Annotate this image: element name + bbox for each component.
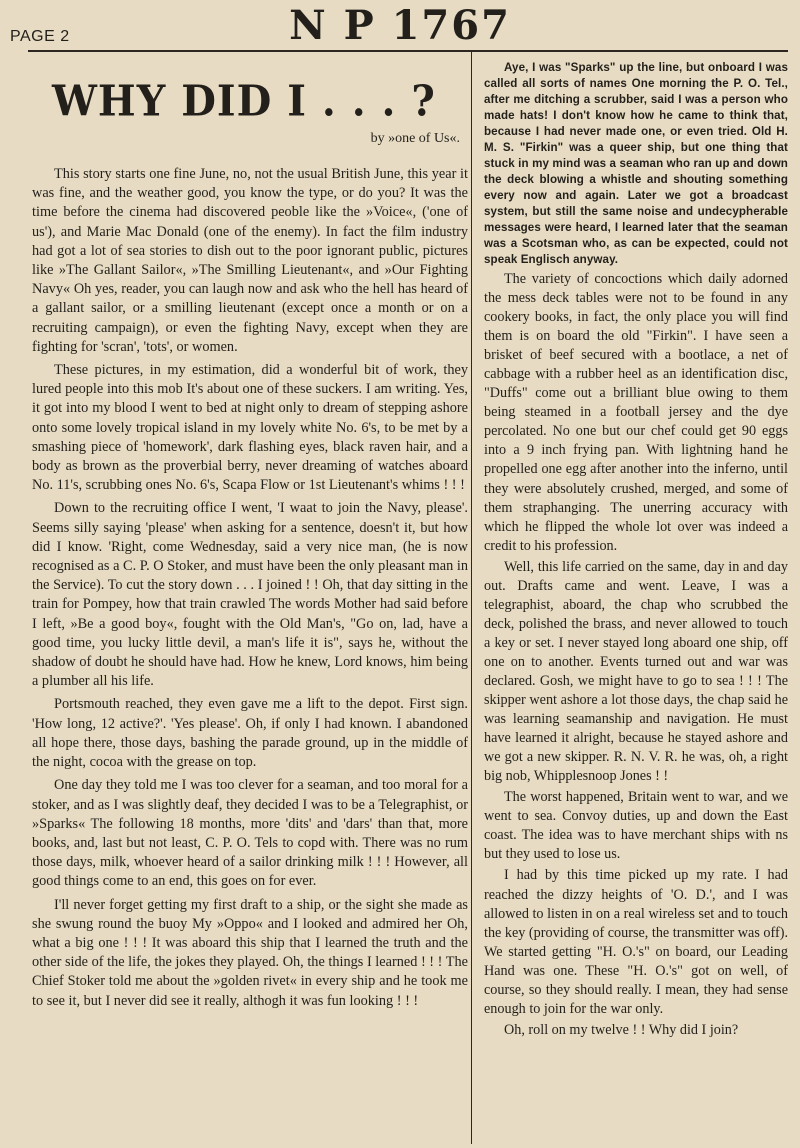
body-paragraph: This story starts one fine June, no, not the usual British June, this year it was fine, and the weather good, you know the type, or do you? It was the time before the cinema had discovered peoble like the »Voice«, ('one of us'), and Marie Mac Donald (one of the enemy). In fact the film industry had got a lot of sea stories to dish out to the poor ignorant public, pictures like »The Gallant Sailor«, »The Smilling Lieutenant«, and »Our Fighting Navy« Oh yes, reader, you can laugh now and ask who the hell has heard of a gallant sailor, or a smilling lieutenant (except once a month or on a recruiting campaign), or even the fighting Navy, except when they are fighting for 'scran', 'tots', or women.: [32, 166, 468, 355]
header-rule: [28, 50, 788, 52]
body-paragraph: I had by this time picked up my rate. I had reached the dizzy heights of 'O. D.', and I was allowed to listen in on a real wireless set and to touch the key (providing of course, the transmitter was off). We started getting "H. O.'s" on board, our Leading Hand was one. These "H. O.'s" got on well, of course, so they should really. I mean, they had sense enough to join for the war only.: [484, 867, 788, 1017]
body-paragraph: One day they told me I was too clever for a seaman, and too moral for a stoker, and as I was slightly deaf, they decided I was to be a Telegraphist, or »Sparks« The following 18 months, more 'dits' and 'dars' than that, more books, and, last but not least, C. P. O. Tels to copd with. There was no rum those days, milk, whoever heard of a sailor drinking milk ! ! ! However, all good things come to an end, this goes on for ever.: [32, 777, 468, 890]
body-paragraph: These pictures, in my estimation, did a wonderful bit of work, they lured people into this mob It's about one of these suckers. I am writing. Yes, it got into my blood I went to bed at night only to dream of stepping ashore onto some lovely tropical island in my lovely white No. 6's, to be met by a smashing piece of 'homework', dark flashing eyes, black raven hair, and a body as brown as the proverbial berry, never dreaming of watches aboard No. 11's, scrubbing ones No. 6's, Scapa Flow or 1st Lieutenant's whims ! ! !: [32, 362, 468, 494]
masthead-title: N P 1767: [289, 2, 511, 49]
body-paragraph: The variety of concoctions which daily adorned the mess deck tables were not to be found in any cookery books, in fact, the only place you will find them is on board the old "Firkin". I have seen a brisket of beef secured with a bootlace, a net of cabbage with a rubber heel as an identification disc, "Duffs" come out a brilliant blue owing to them being steamed in a football jersey and the dye percolated. No one but our chef could get 90 eggs into a 9 inch frying pan. With lightning hand he propelled one egg after another into the inferno, until they were absolutely crushed, merged, and some of them straphanging. The unerring accuracy with which he flipped the whole lot over was indeed a credit to his profession.: [484, 271, 788, 554]
page-number-label: PAGE 2: [10, 28, 70, 45]
left-column: [32, 60, 468, 1011]
column-divider: [471, 52, 472, 1144]
article-title: WHY DID I . . . ?: [52, 76, 436, 127]
body-paragraph: Portsmouth reached, they even gave me a lift to the depot. First sign. 'How long, 12 active?'. 'Yes please'. Oh, if only I had known. I abandoned all hope there, those days, bashing the parade ground, up in the middle of the night, cocoa with the grease on top.: [32, 696, 468, 771]
body-paragraph: I'll never forget getting my first draft to a ship, or the sight she made as she swung round the buoy My »Oppo« and I looked and admired her Oh, what a big one ! ! ! It was aboard this ship that I learned the truth and the other side of the life, the jokes they played. Oh, the things I learned ! ! ! The Chief Stoker told me about the »golden rivet« in every ship and he took me to see it, but I never did see it really, althogh it was fun looking ! ! !: [32, 896, 468, 1009]
body-paragraph: The worst happened, Britain went to war, and we went to sea. Convoy duties, up and down the East coast. The idea was to have merchant ships with ns but they used to lose us.: [484, 789, 788, 863]
intro-paragraph: Aye, I was "Sparks" up the line, but onboard I was called all sorts of names One morning the P. O. Tel., after me ditching a scrubber, said I was a person who made hats! I don't know how he came to think that, because I had never made one, or even tried. Old H. M. S. "Firkin" was a queer ship, but one thing that stuck in my mind was a seaman who ran up and down the deck blowing a whistle and shouting something every now and again. Later we got a broadcast system, but still the same noise and undecypherable messages were heard, I learned later that the seaman was a Scotsman who, as can be expected, could not speak Englisch anyway.: [484, 61, 788, 266]
page-header: [0, 0, 800, 52]
body-paragraph: Down to the recruiting office I went, 'I waat to join the Navy, please'. Seems silly saying 'please' when asking for a sentence, doesn't it, but how did I know. 'Right, come Wednesday, said a very nice man, (he is now recognised as a C. P. O Stoker, and must have been the only pleasant man in the Service). To cut the story down . . . I joined ! ! Oh, that day sitting in the train for Pompey, how that train crawled The words Mother had said before I left, »Be a good boy«, fought with the Old Man's, "Go on, lad, have a good time, you lucky little devil, a man's life it is", says he, without the shadow of doubt he should have had. How he knew, Lord knows, him being a plumber all his life.: [32, 500, 468, 690]
right-column: [484, 60, 788, 1040]
closing-line: Oh, roll on my twelve ! ! Why did I join?: [504, 1021, 739, 1038]
body-paragraph: Well, this life carried on the same, day in and day out. Drafts came and went. Leave, I was a telegraphist, aboard, the chap who scrubbed the deck, polished the brass, and never allowed to touch a key or set. I never stayed long aboard one ship, off one on to another. Events turned out and war was declared. Gosh, we might have to go to sea ! ! ! The skipper went ashore a lot those days, the chap said he was learning seamanship and navigation. He must have learned it alright, because he stayed ashore and we got a new skipper. R. N. V. R. he was, oh, a right big nob, Whipplesnoop Jones ! !: [484, 558, 788, 785]
article-byline: by »one of Us«.: [370, 131, 460, 146]
